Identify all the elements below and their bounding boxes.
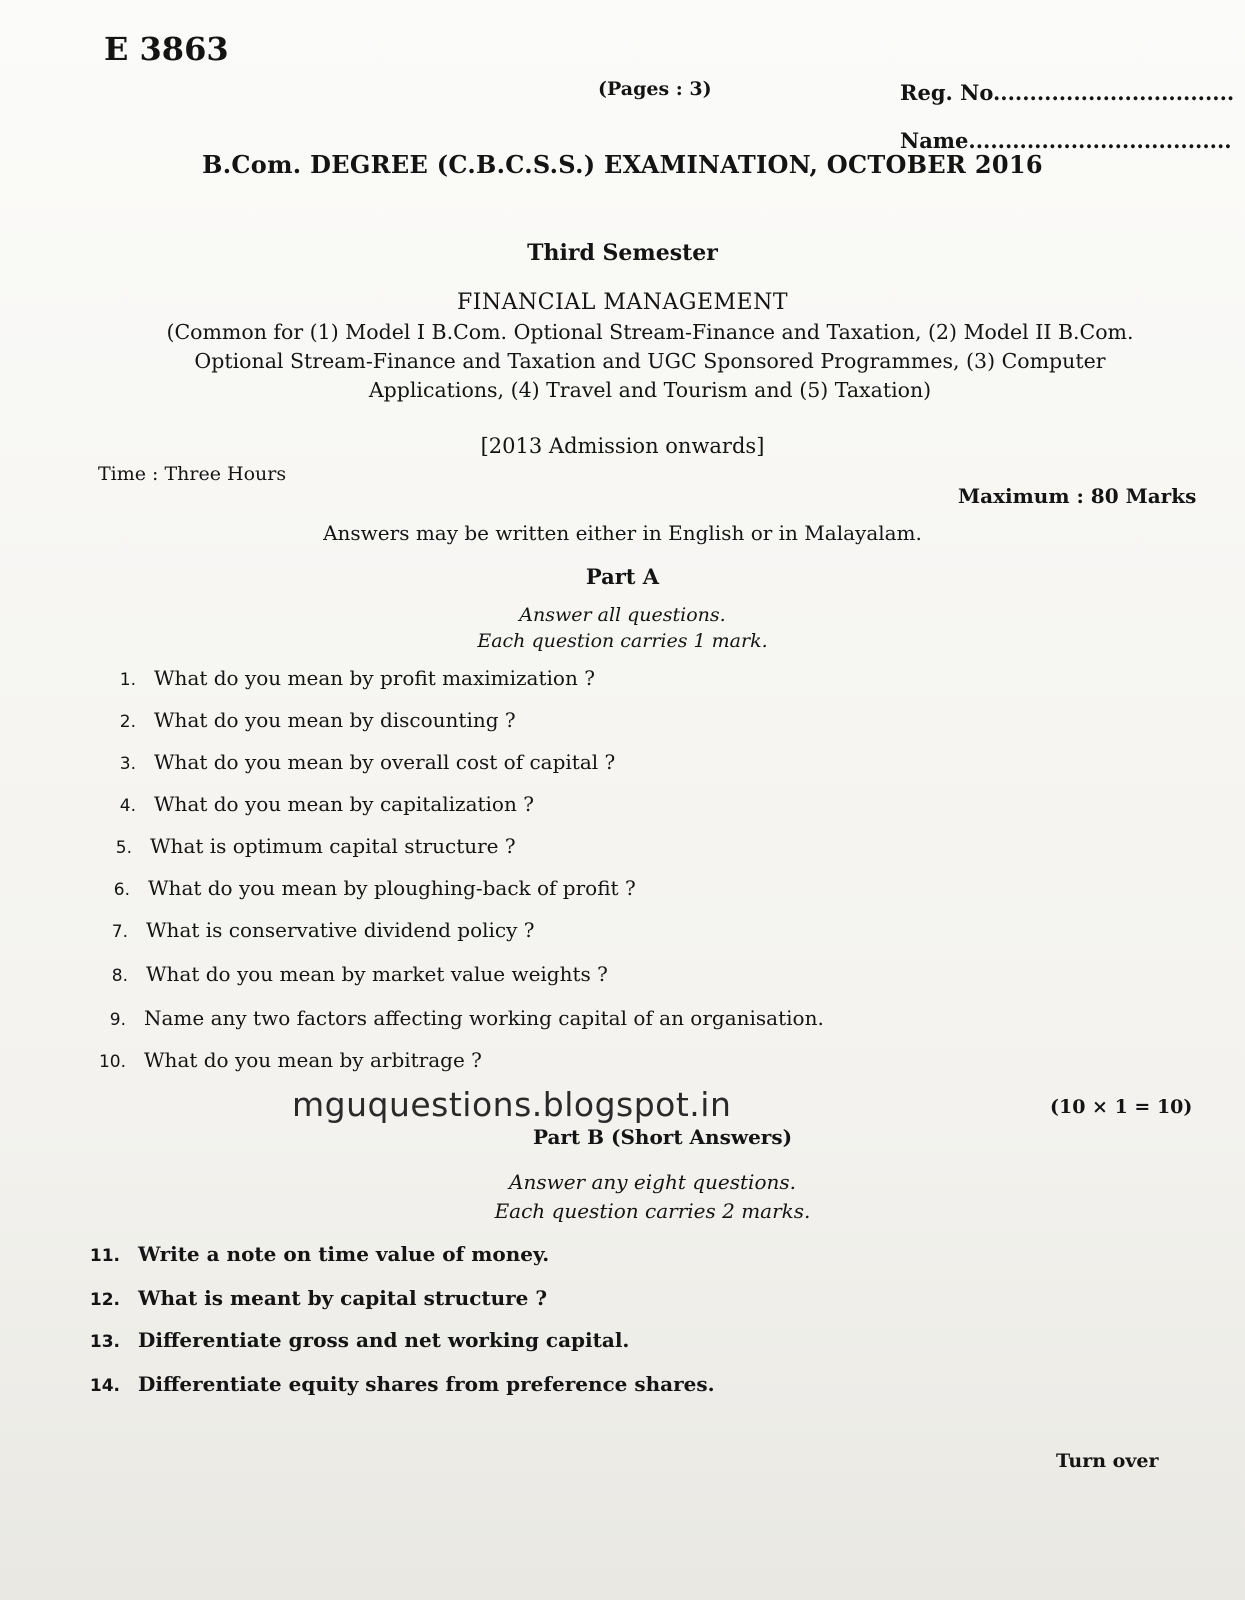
page-count: (Pages : 3)	[598, 78, 712, 100]
part-a-instruction-1: Answer all questions.	[519, 604, 726, 626]
subject-title: FINANCIAL MANAGEMENT	[456, 290, 789, 315]
part-b-instruction-1: Answer any eight questions.	[509, 1170, 796, 1194]
admission-note: [2013 Admission onwards]	[480, 434, 765, 458]
part-b-title: Part B (Short Answers)	[532, 1125, 793, 1149]
question-item: 5. What is optimum capital structure ?	[115, 834, 516, 858]
question-item: 14. Differentiate equity shares from preference shares.	[89, 1372, 715, 1396]
question-item: 4. What do you mean by capitalization ?	[119, 792, 534, 816]
exam-code: E 3863	[104, 30, 229, 68]
question-item: 8. What do you mean by market value weights ?	[111, 962, 608, 986]
common-for-note: (Common for (1) Model I B.Com. Optional Stream-Finance and Taxation, (2) Model II B.Com. Optional Stream-Finance and Taxation and UGC Sponsored Programmes, (3) Computer Applications, (4) Travel and Tourism and (5) Taxation)	[166, 320, 1134, 402]
turn-over-note: Turn over	[1056, 1450, 1159, 1472]
question-item: 3. What do you mean by overall cost of capital ?	[119, 750, 616, 774]
question-item: 7. What is conservative dividend policy ?	[111, 918, 535, 942]
question-item: 11. Write a note on time value of money.	[89, 1242, 550, 1266]
question-item: 13. Differentiate gross and net working capital.	[89, 1328, 630, 1352]
language-note: Answers may be written either in English or in Malayalam.	[323, 521, 922, 545]
question-item: 12. What is meant by capital structure ?	[89, 1286, 548, 1310]
time-allowed: Time : Three Hours	[98, 463, 287, 485]
question-item: 10. What do you mean by arbitrage ?	[98, 1048, 482, 1072]
reg-no-field: Reg. No.................................	[900, 80, 1235, 105]
semester: Third Semester	[527, 240, 718, 266]
question-item: 2. What do you mean by discounting ?	[119, 708, 516, 732]
part-b-instruction-2: Each question carries 2 marks.	[494, 1199, 811, 1223]
part-a-title: Part A	[585, 564, 660, 589]
watermark-url: mguquestions.blogspot.in	[292, 1085, 732, 1124]
part-a-instruction-2: Each question carries 1 mark.	[477, 630, 768, 652]
question-item: 9. Name any two factors affecting working capital of an organisation.	[109, 1006, 824, 1030]
question-item: 1. What do you mean by profit maximization ?	[119, 666, 595, 690]
part-a-score: (10 × 1 = 10)	[1050, 1096, 1193, 1118]
exam-title: B.Com. DEGREE (C.B.C.S.S.) EXAMINATION, OCTOBER 2016	[202, 150, 1043, 179]
max-marks: Maximum : 80 Marks	[958, 484, 1197, 508]
question-item: 6. What do you mean by ploughing-back of profit ?	[113, 876, 636, 900]
name-field: Name....................................	[900, 128, 1232, 153]
